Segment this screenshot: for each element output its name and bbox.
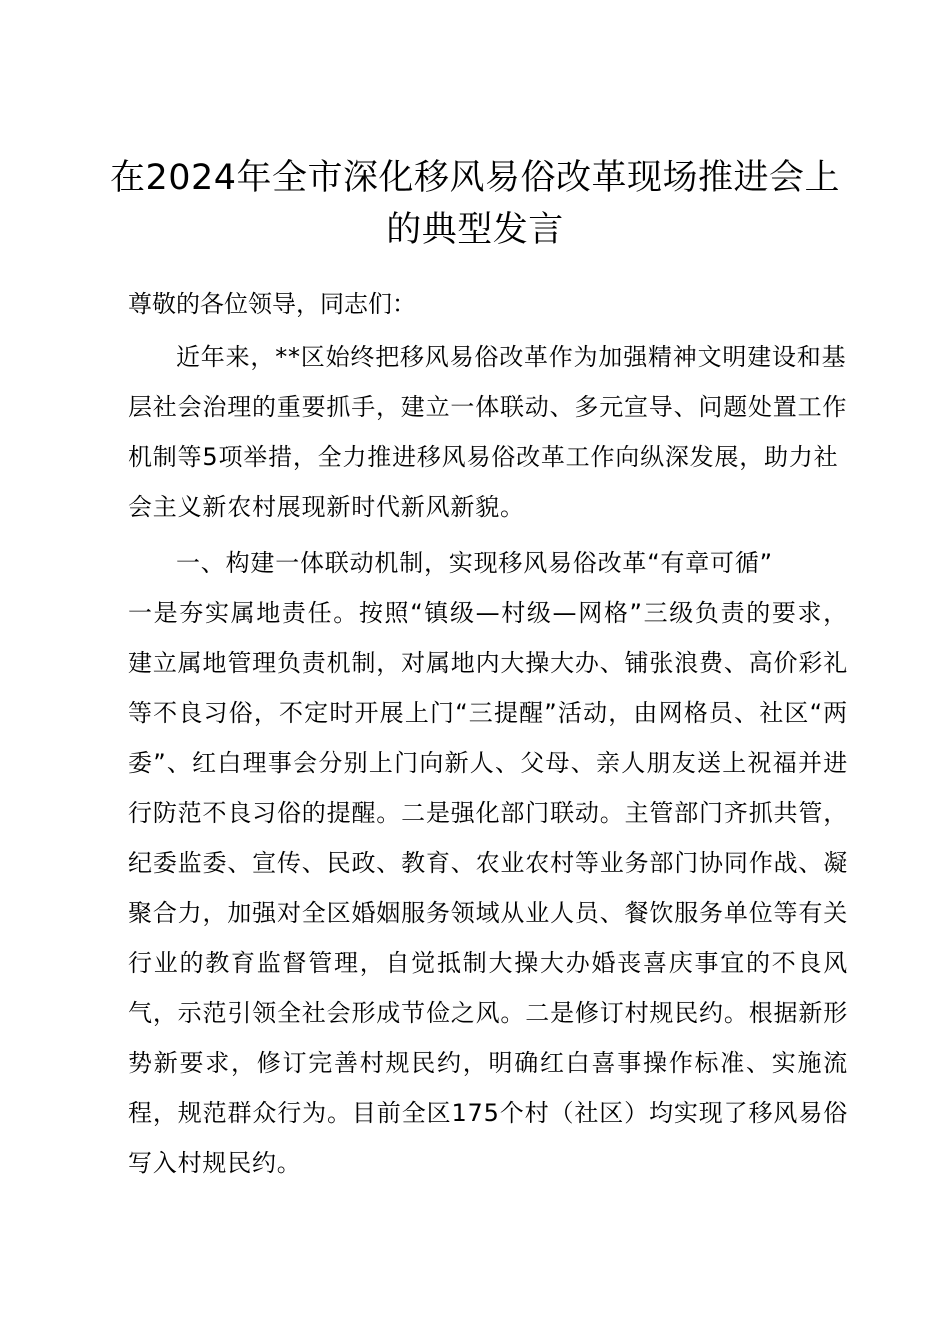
- intro-paragraph: 近年来，**区始终把移风易俗改革作为加强精神文明建设和基层社会治理的重要抓手，建立一体联动、多元宣导、问题处置工作机制等5项举措，全力推进移风易俗改革工作向纵深发展，助力社会主义新农村展现新时代新风新貌。: [128, 343, 848, 521]
- document-body: [128, 332, 848, 1188]
- section-heading: 一、构建一体联动机制，实现移风易俗改革“有章可循”: [176, 549, 773, 577]
- document-title: 在2024年全市深化移风易俗改革现场推进会上的典型发言: [109, 158, 841, 250]
- section-body: 一是夯实属地责任。按照“镇级—村级—网格”三级负责的要求，建立属地管理负责机制，对属地内大操大办、铺张浪费、高价彩礼等不良习俗，不定时开展上门“三提醒”活动，由网格员、社区“两委”、红白理事会分别上门向新人、父母、亲人朋友送上祝福并进行防范不良习俗的提醒。二是强化部门联动。主管部门齐抓共管，纪委监委、宣传、民政、教育、农业农村等业务部门协同作战、凝聚合力，加强对全区婚姻服务领域从业人员、餐饮服务单位等有关行业的教育监督管理，自觉抵制大操大办婚丧喜庆事宜的不良风气，示范引领全社会形成节俭之风。二是修订村规民约。根据新形势新要求，修订完善村规民约，明确红白喜事操作标准、实施流程，规范群众行为。目前全区175个村（社区）均实现了移风易俗写入村规民约。: [128, 599, 848, 1177]
- salutation: 尊敬的各位领导，同志们：: [128, 290, 416, 318]
